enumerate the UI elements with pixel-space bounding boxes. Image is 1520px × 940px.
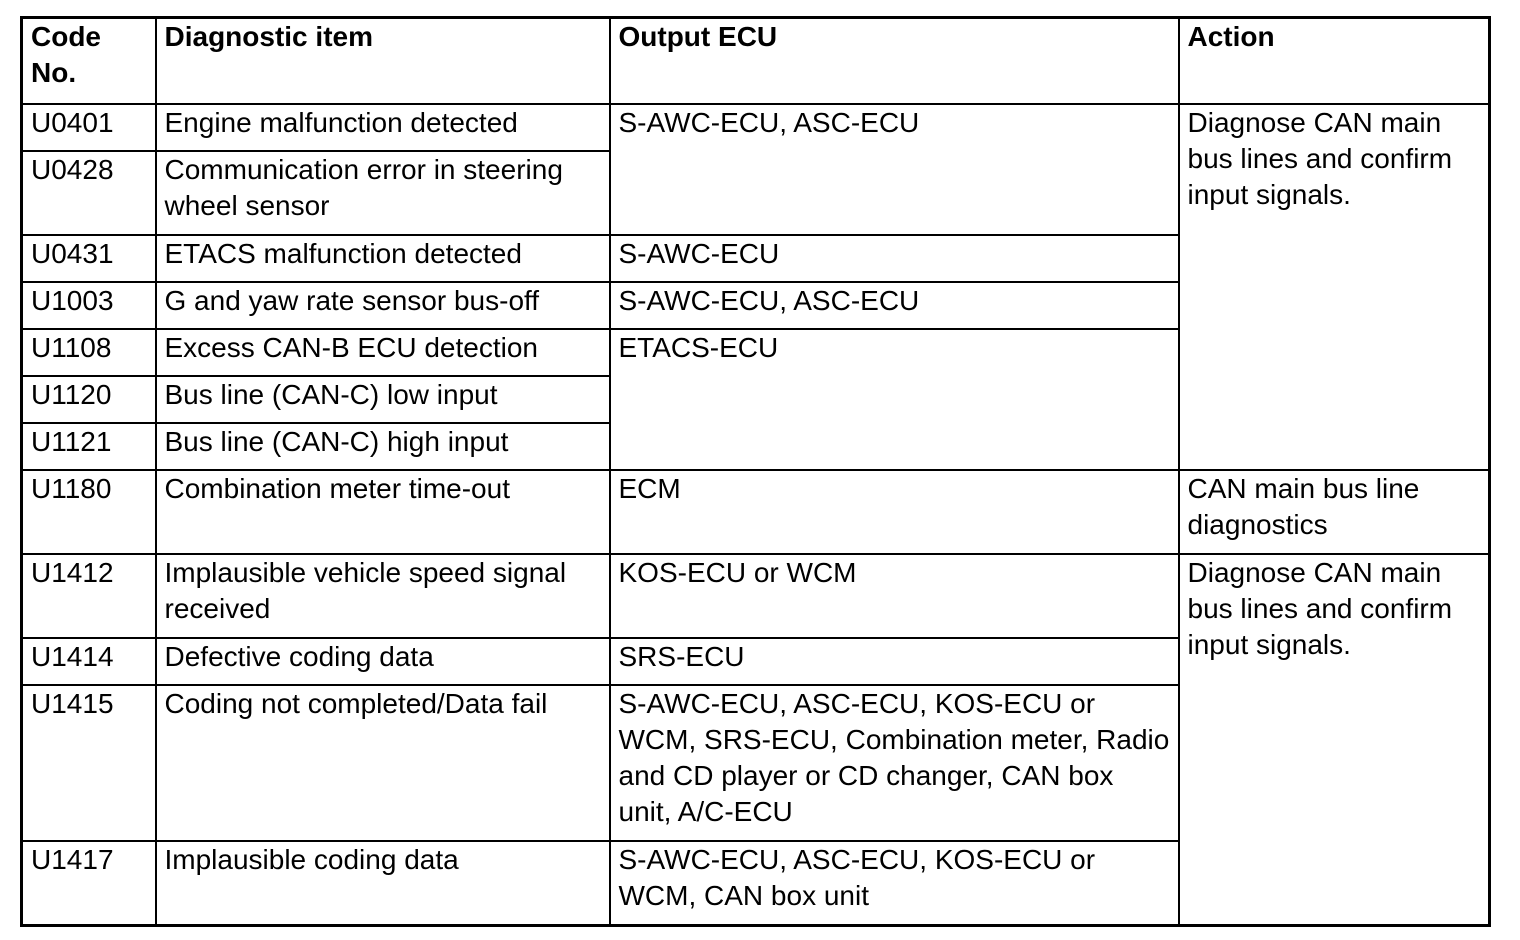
code-cell: U1414 [22,638,156,685]
code-cell: U1108 [22,329,156,376]
output-ecu-cell: S-AWC-ECU, ASC-ECU, KOS-ECU or WCM, CAN box unit [610,841,1179,925]
header-action: Action [1179,18,1490,105]
diagnostic-item-cell: Coding not completed/Data fail [156,685,610,841]
output-ecu-cell: ETACS-ECU [610,329,1179,470]
table-row [22,554,1490,638]
diagnostic-item-cell: G and yaw rate sensor bus-off [156,282,610,329]
output-ecu-cell: S-AWC-ECU, ASC-ECU, KOS-ECU or WCM, SRS-ECU, Combination meter, Radio and CD player or CD changer, CAN box unit, A/C-ECU [610,685,1179,841]
header-code-no: Code No. [22,18,156,105]
code-cell: U0431 [22,235,156,282]
diagnostic-item-cell: Engine malfunction detected [156,104,610,151]
action-cell: Diagnose CAN main bus lines and confirm input signals. [1179,554,1490,925]
code-cell: U1415 [22,685,156,841]
code-cell: U1121 [22,423,156,470]
diagnostic-item-cell: Communication error in steering wheel sensor [156,151,610,235]
diagnostic-item-cell: Excess CAN-B ECU detection [156,329,610,376]
table-row [22,104,1490,151]
output-ecu-cell: ECM [610,470,1179,554]
code-cell: U1417 [22,841,156,925]
action-cell: Diagnose CAN main bus lines and confirm input signals. [1179,104,1490,470]
diagnostic-item-cell: Defective coding data [156,638,610,685]
diagnostic-item-cell: Bus line (CAN-C) low input [156,376,610,423]
diagnostic-item-cell: Implausible coding data [156,841,610,925]
header-diagnostic-item: Diagnostic item [156,18,610,105]
code-cell: U1120 [22,376,156,423]
code-cell: U1412 [22,554,156,638]
diagnostic-item-cell: Combination meter time-out [156,470,610,554]
output-ecu-cell: S-AWC-ECU, ASC-ECU [610,104,1179,235]
output-ecu-cell: KOS-ECU or WCM [610,554,1179,638]
diagnostic-item-cell: ETACS malfunction detected [156,235,610,282]
diagnostic-item-cell: Bus line (CAN-C) high input [156,423,610,470]
output-ecu-cell: S-AWC-ECU, ASC-ECU [610,282,1179,329]
output-ecu-cell: S-AWC-ECU [610,235,1179,282]
table-header-row [22,18,1490,105]
output-ecu-cell: SRS-ECU [610,638,1179,685]
diagnostic-code-table [20,16,1491,927]
code-cell: U0401 [22,104,156,151]
action-cell: CAN main bus line diagnostics [1179,470,1490,554]
table-row [22,470,1490,554]
code-cell: U1180 [22,470,156,554]
code-cell: U1003 [22,282,156,329]
header-output-ecu: Output ECU [610,18,1179,105]
diagnostic-item-cell: Implausible vehicle speed signal received [156,554,610,638]
code-cell: U0428 [22,151,156,235]
